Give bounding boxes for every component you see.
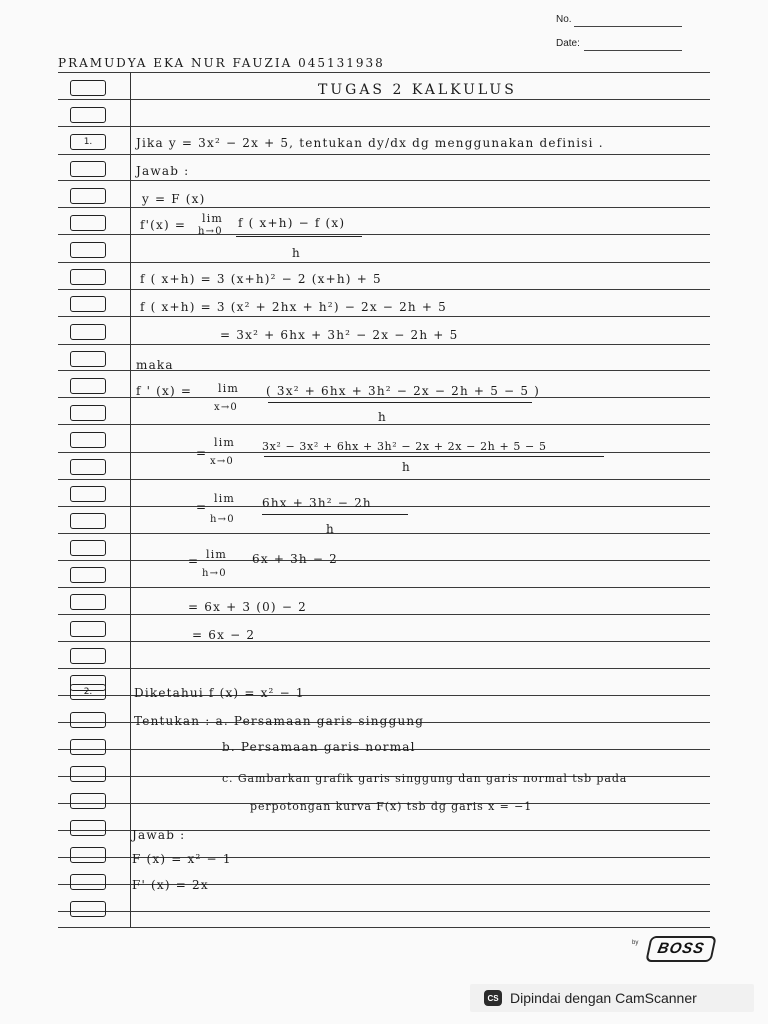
q2-answer-label: Jawab :	[132, 828, 186, 842]
date-line	[584, 50, 682, 51]
row-box	[70, 432, 106, 448]
fraction-bar	[264, 456, 604, 457]
row-box	[70, 513, 106, 529]
q1-step3-lim: lim	[214, 492, 236, 505]
q1-step3-eq: =	[196, 500, 208, 514]
q2-task-a: Tentukan : a. Persamaan garis singgung	[134, 714, 425, 728]
row-box	[70, 80, 106, 96]
row-box	[70, 594, 106, 610]
row-box	[70, 739, 106, 755]
row-box	[70, 567, 106, 583]
q2-task-b: b. Persamaan garis normal	[222, 740, 416, 754]
q1-step2-lim-sub: x→0	[210, 456, 234, 467]
row-box	[70, 324, 106, 340]
q1-line-y: y = F (x)	[142, 192, 206, 206]
no-line	[574, 26, 682, 27]
camscanner-text: Dipindai dengan CamScanner	[510, 990, 697, 1006]
q1-simplified-line: = 3x² + 6hx + 3h² − 2x − 2h + 5	[220, 328, 459, 342]
fraction-bar	[262, 514, 408, 515]
q1-maka: maka	[136, 358, 174, 372]
row-box	[70, 296, 106, 312]
q1-numerator: f ( x+h) − f (x)	[238, 216, 346, 230]
row-box	[70, 459, 106, 475]
row-box	[70, 405, 106, 421]
row-box	[70, 648, 106, 664]
number-box-1	[70, 134, 106, 150]
q2-task-c: c. Gambarkan grafik garis singgung dan garis normal tsb pada	[222, 772, 628, 785]
row-box	[70, 766, 106, 782]
q1-expand-line: f ( x+h) = 3 (x² + 2hx + h²) − 2x − 2h + 5	[140, 300, 447, 314]
q1-step4-lim-sub: h→0	[202, 568, 227, 579]
boss-logo: BOSS	[645, 936, 717, 962]
page-title: TUGAS 2 KALKULUS	[318, 82, 517, 98]
fraction-bar	[236, 236, 362, 237]
row-box	[70, 793, 106, 809]
q1-result: = 6x − 2	[192, 628, 256, 642]
row-box	[70, 215, 106, 231]
row-box	[70, 378, 106, 394]
row-box	[70, 874, 106, 890]
question-number-1: 1.	[83, 137, 93, 147]
camscanner-icon: CS	[484, 990, 502, 1006]
date-label: Date:	[556, 38, 580, 49]
camscanner-watermark	[470, 984, 754, 1012]
q1-step1-numerator: ( 3x² + 6hx + 3h² − 2x − 2h + 5 − 5 )	[266, 384, 541, 398]
q1-step3-numerator: 6hx + 3h² − 2h	[262, 496, 372, 510]
row-box	[70, 621, 106, 637]
q1-step4-expr: 6x + 3h − 2	[252, 552, 338, 566]
row-box	[70, 486, 106, 502]
row-line	[58, 72, 710, 73]
row-box	[70, 901, 106, 917]
student-name: PRAMUDYA EKA NUR FAUZIA 045131938	[58, 56, 385, 70]
q1-derivative-label: f'(x) =	[140, 218, 187, 232]
no-label: No.	[556, 14, 572, 25]
row-box	[70, 351, 106, 367]
q1-step1-denominator: h	[378, 410, 387, 424]
q1-step1-lim: lim	[218, 382, 240, 395]
fraction-bar	[268, 402, 532, 403]
q1-step1-label: f ' (x) =	[136, 384, 193, 398]
q2-fx: F (x) = x² − 1	[132, 852, 232, 866]
number-box-2	[70, 684, 106, 700]
row-box	[70, 820, 106, 836]
row-box	[70, 107, 106, 123]
margin-line	[130, 72, 131, 928]
row-box	[70, 188, 106, 204]
row-box	[70, 161, 106, 177]
question-number-2: 2.	[83, 687, 93, 697]
brand-by: by	[632, 940, 639, 946]
q1-limit-sub: h→0	[198, 226, 223, 237]
q1-limit: lim	[202, 212, 224, 225]
q1-denominator: h	[292, 246, 301, 260]
q1-step2-numerator: 3x² − 3x² + 6hx + 3h² − 2x + 2x − 2h + 5 − 5	[262, 440, 547, 453]
q1-fxh-line: f ( x+h) = 3 (x+h)² − 2 (x+h) + 5	[140, 272, 382, 286]
q1-answer-label: Jawab :	[136, 164, 190, 178]
q2-task-c-cont: perpotongan kurva F(x) tsb dg garis x = −1	[250, 800, 533, 813]
q1-step2-denominator: h	[402, 460, 411, 474]
q1-step4-lim: lim	[206, 548, 228, 561]
q1-step3-lim-sub: h→0	[210, 514, 235, 525]
row-box	[70, 712, 106, 728]
q1-step5: = 6x + 3 (0) − 2	[188, 600, 307, 614]
q2-fprime: F' (x) = 2x	[132, 878, 209, 892]
q1-step2-lim: lim	[214, 436, 236, 449]
q1-step1-lim-sub: x→0	[214, 402, 238, 413]
q1-step4-eq: =	[188, 554, 200, 568]
row-box	[70, 847, 106, 863]
row-box	[70, 269, 106, 285]
q2-statement: Diketahui f (x) = x² − 1	[134, 686, 305, 700]
q1-step2-eq: =	[196, 446, 208, 460]
row-box	[70, 242, 106, 258]
q1-statement: Jika y = 3x² − 2x + 5, tentukan dy/dx dg menggunakan definisi .	[136, 136, 604, 150]
row-box	[70, 540, 106, 556]
q1-step3-denominator: h	[326, 522, 335, 536]
